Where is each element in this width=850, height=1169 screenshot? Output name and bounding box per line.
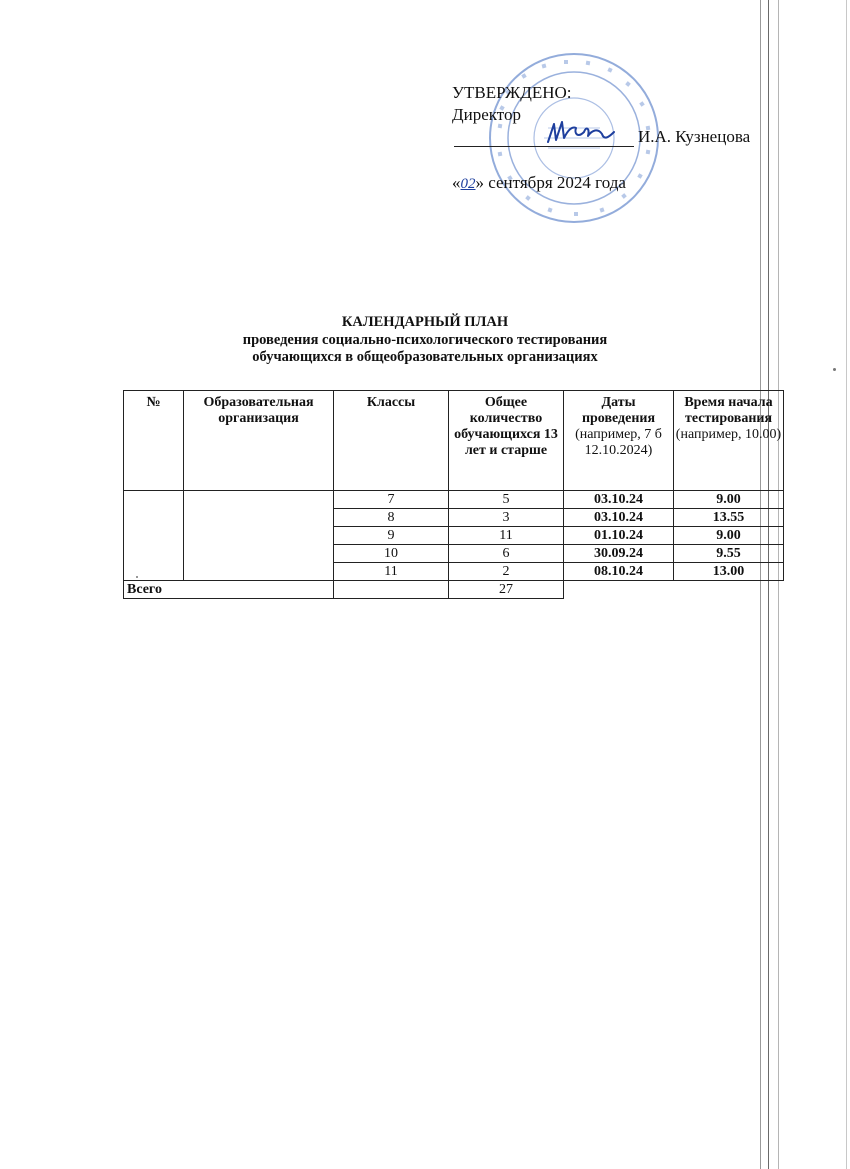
header-dates: [564, 391, 674, 491]
date-day-handwritten: 02: [460, 176, 476, 192]
document-title: КАЛЕНДАРНЫЙ ПЛАН: [341, 314, 509, 330]
header-dates-title: Даты проведения: [581, 395, 656, 426]
row-number-cell: [124, 491, 184, 581]
time-cell: 9.55: [674, 545, 784, 563]
date-cell: 01.10.24: [564, 527, 674, 545]
count-cell: 2: [449, 563, 564, 581]
date-cell: 03.10.24: [564, 509, 674, 527]
document-subtitle-line-2: обучающихся в общеобразовательных организациях: [252, 349, 598, 365]
count-cell: 5: [449, 491, 564, 509]
header-classes: Классы: [334, 391, 449, 491]
date-cell: 30.09.24: [564, 545, 674, 563]
count-cell: 6: [449, 545, 564, 563]
handwritten-signature: [544, 116, 618, 150]
document-subtitle-line-1: проведения социально-психологического тестирования: [242, 332, 608, 348]
count-cell: 3: [449, 509, 564, 527]
header-start-time-hint: (например, 10.00): [675, 427, 782, 442]
total-label: Всего: [124, 581, 334, 599]
date-open-quote: «: [452, 173, 461, 192]
header-number: №: [124, 391, 184, 491]
total-value: 27: [449, 581, 564, 599]
class-cell: 8: [334, 509, 449, 527]
table-row: [124, 491, 784, 509]
header-dates-hint: (например, 7 б 12.10.2024): [575, 427, 662, 458]
scan-edge-line: [846, 0, 847, 1169]
header-organization: Образовательная организация: [184, 391, 334, 491]
organization-cell: [184, 491, 334, 581]
director-name: И.А. Кузнецова: [638, 127, 751, 146]
director-label: Директор: [452, 105, 521, 124]
count-cell: 11: [449, 527, 564, 545]
date-cell: 08.10.24: [564, 563, 674, 581]
total-empty-cell: [334, 581, 449, 599]
class-cell: 7: [334, 491, 449, 509]
testing-plan-table: [123, 390, 784, 599]
approval-date: [452, 172, 626, 195]
scan-speck: [136, 576, 138, 578]
time-cell: 9.00: [674, 491, 784, 509]
table-header-row: [124, 391, 784, 491]
class-cell: 9: [334, 527, 449, 545]
class-cell: 10: [334, 545, 449, 563]
approved-label: УТВЕРЖДЕНО:: [452, 83, 572, 102]
header-student-count: Общее количество обучающихся 13 лет и старше: [449, 391, 564, 491]
header-start-time-title: Время начала тестирования: [684, 395, 773, 426]
time-cell: 9.00: [674, 527, 784, 545]
time-cell: 13.00: [674, 563, 784, 581]
class-cell: 11: [334, 563, 449, 581]
scan-speck: [833, 368, 836, 371]
date-rest: » сентября 2024 года: [475, 173, 626, 192]
date-cell: 03.10.24: [564, 491, 674, 509]
time-cell: 13.55: [674, 509, 784, 527]
total-row: [124, 581, 784, 599]
header-start-time: [674, 391, 784, 491]
